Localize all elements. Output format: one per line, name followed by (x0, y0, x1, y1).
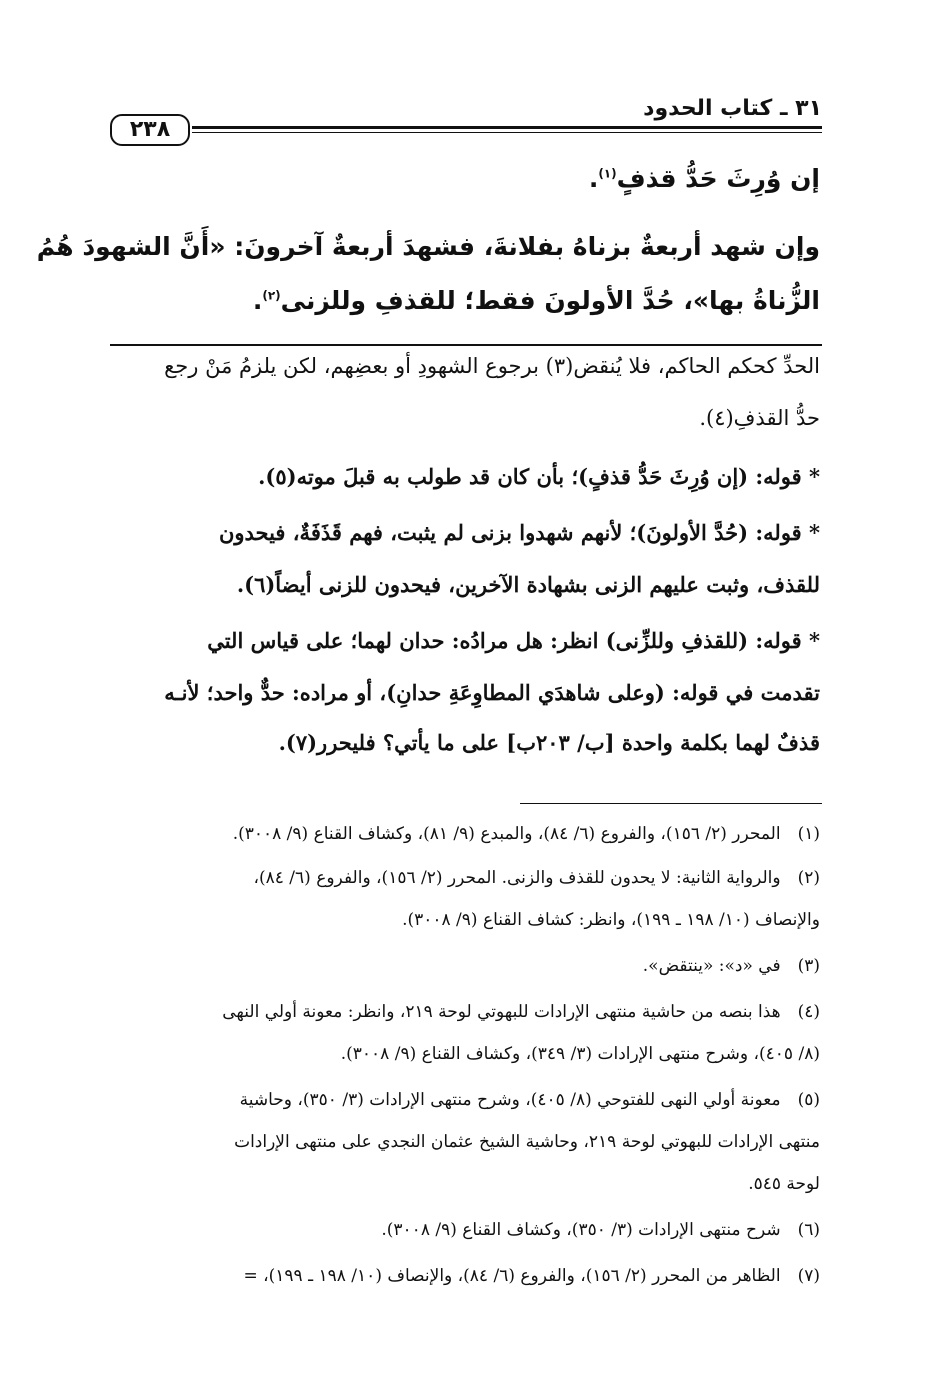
sharh-line: حدُّ القذفِ(٤). (699, 406, 820, 430)
sharh-line: للقذف، وثبت عليهم الزنى بشهادة الآخرين، فيحدون للزنى أيضاً(٦). (236, 572, 820, 597)
matn-text-1: إن وُرِثَ حَدُّ قذفٍ (616, 164, 820, 193)
footnote-text: في «د»: «ينتقض». (642, 956, 781, 976)
footnote-ref-1: (١) (598, 166, 617, 181)
sharh-line: تقدمت في قوله: (وعلى شاهدَي المطاوِعَةِ حدانِ)، أو مراده: حدٌّ واحد؛ لأنـه (164, 680, 820, 705)
footnote-5-line-2: منتهى الإرادات للبهوتي لوحة ٢١٩، وحاشية الشيخ عثمان النجدي على منتهى الإرادات (234, 1132, 820, 1152)
footnote-text: معونة أولي النهى للفتوحي (٨/ ٤٠٥)، وشرح منتهى الإرادات (٣/ ٣٥٠)، وحاشية (239, 1090, 781, 1110)
footnote-text: والرواية الثانية: لا يحدون للقذف والزنى. المحرر (٢/ ١٥٦)، والفروع (٦/ ٨٤)، (253, 868, 781, 888)
matn-line-2: وإن شهد أربعةٌ بزناهُ بفلانةَ، فشهدَ أربعةٌ آخرونَ: «أَنَّ الشهودَ هُمُ (36, 232, 820, 261)
footnote-1 (104, 824, 820, 844)
page-number: ٢٣٨ (110, 114, 190, 146)
footnote-4-line-2: (٨/ ٤٠٥)، وشرح منتهى الإرادات (٣/ ٣٤٩)، وكشاف القناع (٩/ ٣٠٠٨). (340, 1044, 820, 1064)
footnote-number: (٦) (797, 1220, 820, 1240)
header-rule-thin (192, 132, 822, 133)
chapter-title: ٣١ ـ كتاب الحدود (643, 96, 822, 121)
footnote-2 (104, 868, 820, 888)
footnote-separator (520, 803, 822, 804)
footnote-number: (١) (797, 824, 820, 844)
footnote-4 (104, 1002, 820, 1022)
sharh-line: الحدِّ كحكم الحاكم، فلا يُنقض(٣) برجوع الشهودِ أو بعضِهم، لكن يلزمُ مَنْ رجع (164, 354, 820, 378)
footnote-text: شرح منتهى الإرادات (٣/ ٣٥٠)، وكشاف القناع (٩/ ٣٠٠٨). (381, 1220, 781, 1240)
footnote-text: هذا بنصه من حاشية منتهى الإرادات للبهوتي لوحة ٢١٩، وانظر: معونة أولي النهى (222, 1002, 781, 1022)
matn-separator (110, 344, 822, 346)
sharh-line: * قوله: (للقذفِ وللزِّنى) انظر: هل مرادُه: حدان لهما؛ على قياس التي (207, 628, 820, 653)
footnote-number: (٢) (797, 868, 820, 888)
footnote-number: (٥) (797, 1090, 820, 1110)
footnote-text: الظاهر من المحرر (٢/ ١٥٦)، والفروع (٦/ ٨٤)، والإنصاف (١٠/ ١٩٨ ـ ١٩٩)، = (243, 1266, 781, 1286)
footnote-6 (104, 1220, 820, 1240)
footnote-number: (٤) (797, 1002, 820, 1022)
matn-line-1: إن وُرِثَ حَدُّ قذفٍ$^{(١)}$. (588, 164, 820, 193)
sharh-paragraph: * قوله: (إن وُرِثَ حَدُّ قذفٍ)؛ بأن كان قد طولب به قبلَ موته(٥). (258, 464, 820, 489)
sharh-line: * قوله: (حُدَّ الأولونَ)؛ لأنهم شهدوا بزنى لم يثبت، فهم قَذَفَةٌ، فيحدون (218, 520, 820, 545)
footnote-text: المحرر (٢/ ١٥٦)، والفروع (٦/ ٨٤)، والمبدع (٩/ ٨١)، وكشاف القناع (٩/ ٣٠٠٨). (232, 824, 781, 844)
footnote-2-line-2: والإنصاف (١٠/ ١٩٨ ـ ١٩٩)، وانظر: كشاف القناع (٩/ ٣٠٠٨). (402, 910, 820, 930)
sharh-line: قذفٌ لهما بكلمة واحدة [ب/ ٢٠٣ب] على ما يأتي؟ فليحرر(٧). (278, 730, 820, 755)
footnote-number: (٣) (797, 956, 820, 976)
footnote-ref-2: (٢) (262, 288, 281, 303)
page-header (110, 96, 822, 146)
matn-text-3: الزُّناةُ بها»، حُدَّ الأولونَ فقط؛ للقذفِ وللزنى (280, 286, 820, 315)
footnote-3 (104, 956, 820, 976)
footnote-5 (104, 1090, 820, 1110)
footnote-5-line-3: لوحة ٥٤٥. (748, 1174, 820, 1194)
header-rule (192, 126, 822, 129)
footnote-number: (٧) (797, 1266, 820, 1286)
footnote-7 (104, 1266, 820, 1286)
matn-line-3: الزُّناةُ بها»، حُدَّ الأولونَ فقط؛ للقذفِ وللزنى$^{(٢)}$. (252, 286, 820, 315)
